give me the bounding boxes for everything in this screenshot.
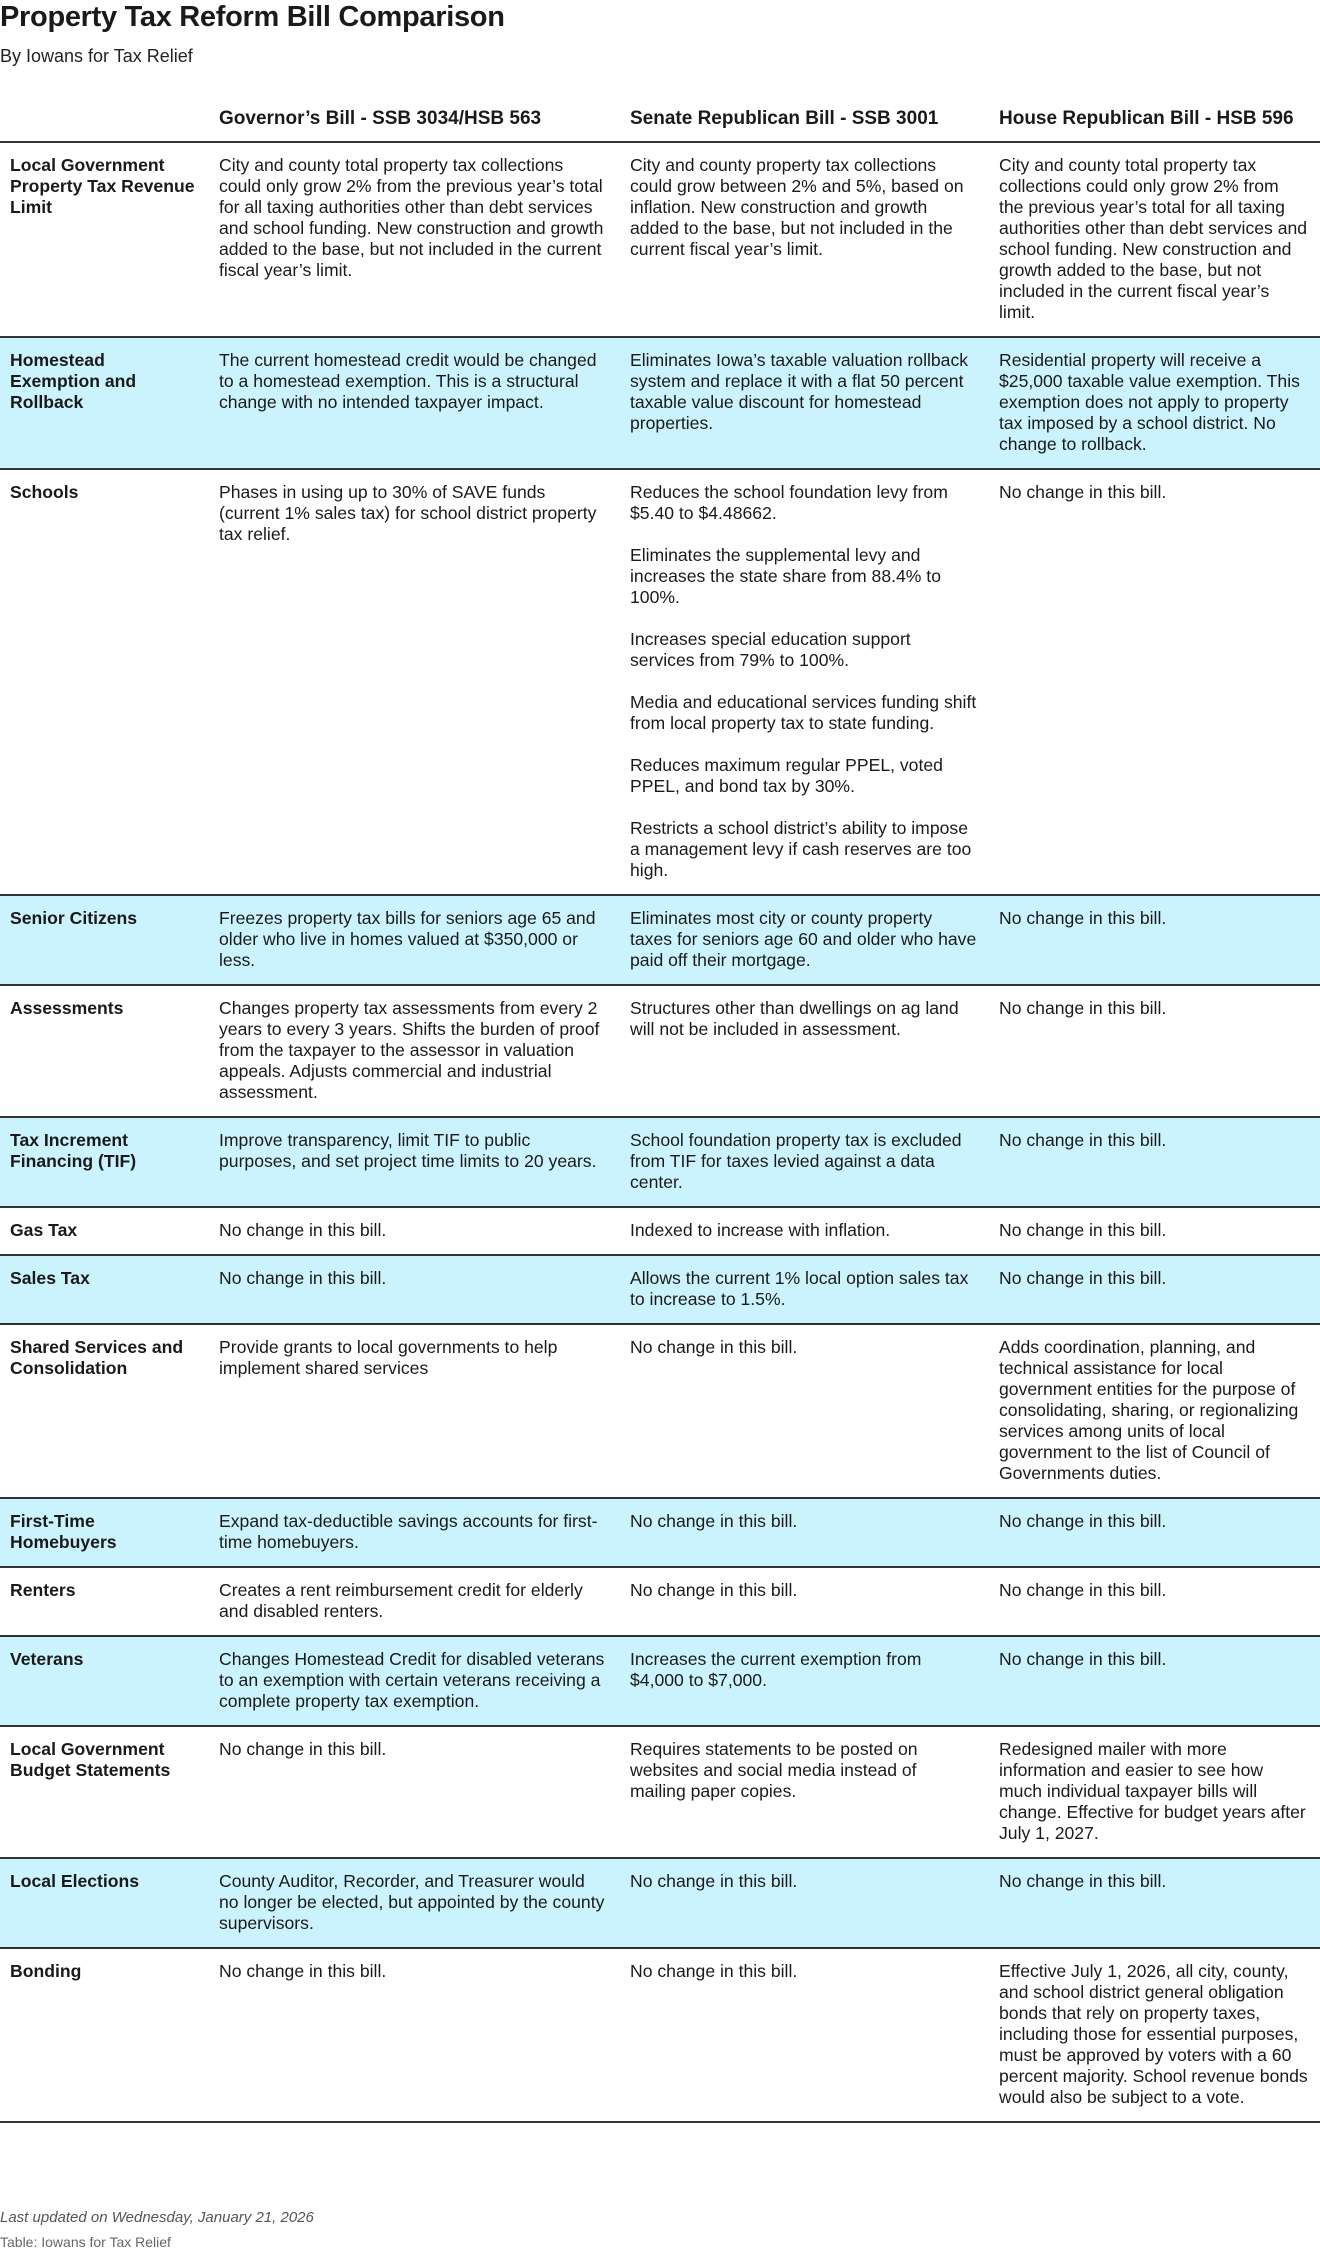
table-row (0, 142, 1320, 337)
cell-house (989, 1567, 1320, 1636)
cell-paragraph: City and county property tax collections could grow between 2% and 5%, based on inflation. New construction and growth added to the base, but not included in the current fiscal year’s limit. (630, 155, 964, 259)
cell-paragraph: No change in this bill. (219, 1739, 387, 1759)
cell-paragraph: No change in this bill. (999, 482, 1167, 502)
cell-senate (620, 1567, 989, 1636)
cell-governor (209, 1324, 620, 1498)
table-row (0, 469, 1320, 895)
cell-house (989, 469, 1320, 895)
page-subtitle: By Iowans for Tax Relief (0, 46, 193, 66)
cell-paragraph: Changes property tax assessments from every 2 years to every 3 years. Shifts the burden of proof from the taxpayer to the assessor in valuation appeals. Adjusts commercial and industrial assessment. (219, 998, 600, 1102)
cell-senate (620, 337, 989, 469)
cell-house (989, 1948, 1320, 2122)
header-topic (0, 100, 209, 142)
table-row (0, 1255, 1320, 1324)
cell-house (989, 895, 1320, 985)
cell-house (989, 1726, 1320, 1858)
cell-house (989, 337, 1320, 469)
cell-governor (209, 142, 620, 337)
row-topic: Veterans (0, 1636, 209, 1726)
cell-paragraph: Redesigned mailer with more information and easier to see how much individual taxpayer bills will change. Effective for budget years after July 1, 2027. (999, 1739, 1306, 1843)
cell-paragraph: Improve transparency, limit TIF to public purposes, and set project time limits to 20 years. (219, 1130, 597, 1171)
cell-paragraph: Effective July 1, 2026, all city, county, and school district general obligation bonds that rely on property taxes, including those for essential purposes, must be approved by voters with a 60 percent majority. School revenue bonds would also be subject to a vote. (999, 1961, 1308, 2107)
cell-paragraph: No change in this bill. (999, 908, 1167, 928)
cell-house (989, 1207, 1320, 1255)
row-topic: First-Time Homebuyers (0, 1498, 209, 1567)
cell-paragraph: No change in this bill. (219, 1268, 387, 1288)
last-updated: Last updated on Wednesday, January 21, 2026 (0, 2209, 314, 2226)
cell-paragraph: Media and educational services funding shift from local property tax to state funding. (630, 692, 977, 733)
cell-governor (209, 1117, 620, 1207)
cell-paragraph: City and county total property tax collections could only grow 2% from the previous year’s total for all taxing authorities other than debt services and school funding. New construction and growth added to the base, but not included in the current fiscal year’s limit. (219, 155, 604, 280)
table-header-row (0, 100, 1320, 142)
cell-paragraph: No change in this bill. (630, 1337, 798, 1357)
cell-senate (620, 1858, 989, 1948)
cell-paragraph: City and county total property tax collections could only grow 2% from the previous year’s total for all taxing authorities other than debt services and school funding. New construction and growth added to the base, but not included in the current fiscal year’s limit. (999, 155, 1308, 322)
page-title: Property Tax Reform Bill Comparison (0, 1, 505, 33)
row-topic: Homestead Exemption and Rollback (0, 337, 209, 469)
cell-senate (620, 985, 989, 1117)
cell-paragraph: Changes Homestead Credit for disabled veterans to an exemption with certain veterans receiving a complete property tax exemption. (219, 1649, 605, 1711)
cell-senate (620, 1498, 989, 1567)
cell-paragraph: Requires statements to be posted on websites and social media instead of mailing paper copies. (630, 1739, 918, 1801)
cell-governor (209, 1255, 620, 1324)
cell-paragraph: Allows the current 1% local option sales tax to increase to 1.5%. (630, 1268, 969, 1309)
row-topic: Senior Citizens (0, 895, 209, 985)
cell-paragraph: No change in this bill. (999, 1268, 1167, 1288)
cell-paragraph: No change in this bill. (630, 1961, 798, 1981)
cell-paragraph: No change in this bill. (999, 998, 1167, 1018)
header-house-bill: House Republican Bill - HSB 596 (989, 100, 1320, 142)
cell-paragraph: No change in this bill. (999, 1871, 1167, 1891)
cell-senate (620, 1948, 989, 2122)
row-topic: Renters (0, 1567, 209, 1636)
row-topic: Tax Increment Financing (TIF) (0, 1117, 209, 1207)
cell-paragraph: Eliminates Iowa’s taxable valuation rollback system and replace it with a flat 50 percent taxable value discount for homestead properties. (630, 350, 969, 433)
table-row (0, 1636, 1320, 1726)
cell-governor (209, 1948, 620, 2122)
cell-house (989, 1858, 1320, 1948)
cell-paragraph: No change in this bill. (630, 1580, 798, 1600)
cell-governor (209, 1726, 620, 1858)
row-topic: Local Elections (0, 1858, 209, 1948)
cell-house (989, 142, 1320, 337)
cell-paragraph: Residential property will receive a $25,000 taxable value exemption. This exemption does not apply to property tax imposed by a school district. No change to rollback. (999, 350, 1300, 454)
header-senate-bill: Senate Republican Bill - SSB 3001 (620, 100, 989, 142)
table-row (0, 1324, 1320, 1498)
row-topic: Shared Services and Consolidation (0, 1324, 209, 1498)
cell-house (989, 1324, 1320, 1498)
row-topic: Gas Tax (0, 1207, 209, 1255)
cell-senate (620, 1117, 989, 1207)
cell-governor (209, 469, 620, 895)
cell-house (989, 985, 1320, 1117)
cell-paragraph: Adds coordination, planning, and technical assistance for local government entities for the purpose of consolidating, sharing, or regionalizing services among units of local government to the list of Council of Governments duties. (999, 1337, 1299, 1483)
cell-paragraph: Reduces the school foundation levy from $5.40 to $4.48662. (630, 482, 948, 523)
header-governor-bill: Governor’s Bill - SSB 3034/HSB 563 (209, 100, 620, 142)
row-topic: Local Government Property Tax Revenue Limit (0, 142, 209, 337)
row-topic: Assessments (0, 985, 209, 1117)
cell-paragraph: No change in this bill. (630, 1511, 798, 1531)
cell-senate (620, 1726, 989, 1858)
row-topic: Sales Tax (0, 1255, 209, 1324)
cell-senate (620, 1324, 989, 1498)
cell-paragraph: Restricts a school district’s ability to impose a management levy if cash reserves are too high. (630, 818, 972, 880)
cell-governor (209, 337, 620, 469)
table-row (0, 1498, 1320, 1567)
cell-paragraph: County Auditor, Recorder, and Treasurer would no longer be elected, but appointed by the county supervisors. (219, 1871, 605, 1933)
cell-governor (209, 1498, 620, 1567)
comparison-table (0, 100, 1320, 2123)
cell-senate (620, 895, 989, 985)
cell-governor (209, 1567, 620, 1636)
cell-senate (620, 1255, 989, 1324)
table-row (0, 985, 1320, 1117)
cell-paragraph: Provide grants to local governments to help implement shared services (219, 1337, 558, 1378)
cell-paragraph: Indexed to increase with inflation. (630, 1220, 891, 1240)
cell-house (989, 1117, 1320, 1207)
table-body (0, 142, 1320, 2122)
cell-governor (209, 1858, 620, 1948)
cell-paragraph: Phases in using up to 30% of SAVE funds (current 1% sales tax) for school district property tax relief. (219, 482, 597, 544)
cell-paragraph: Increases special education support services from 79% to 100%. (630, 629, 911, 670)
table-row (0, 1858, 1320, 1948)
table-row (0, 1117, 1320, 1207)
cell-paragraph: No change in this bill. (630, 1871, 798, 1891)
cell-paragraph: School foundation property tax is excluded from TIF for taxes levied against a data center. (630, 1130, 962, 1192)
cell-paragraph: Reduces maximum regular PPEL, voted PPEL, and bond tax by 30%. (630, 755, 943, 796)
cell-paragraph: No change in this bill. (999, 1511, 1167, 1531)
table-row (0, 337, 1320, 469)
cell-senate (620, 142, 989, 337)
cell-paragraph: No change in this bill. (219, 1961, 387, 1981)
row-topic: Schools (0, 469, 209, 895)
table-row (0, 1567, 1320, 1636)
cell-house (989, 1255, 1320, 1324)
cell-paragraph: Expand tax-deductible savings accounts for first-time homebuyers. (219, 1511, 598, 1552)
cell-paragraph: No change in this bill. (999, 1649, 1167, 1669)
cell-paragraph: Increases the current exemption from $4,000 to $7,000. (630, 1649, 922, 1690)
row-topic: Bonding (0, 1948, 209, 2122)
cell-governor (209, 985, 620, 1117)
cell-paragraph: Eliminates most city or county property taxes for seniors age 60 and older who have paid off their mortgage. (630, 908, 977, 970)
cell-paragraph: Eliminates the supplemental levy and increases the state share from 88.4% to 100%. (630, 545, 941, 607)
cell-paragraph: No change in this bill. (999, 1220, 1167, 1240)
cell-paragraph: No change in this bill. (999, 1130, 1167, 1150)
table-source: Table: Iowans for Tax Relief (0, 2234, 171, 2250)
cell-governor (209, 1636, 620, 1726)
cell-senate (620, 1207, 989, 1255)
cell-paragraph: The current homestead credit would be changed to a homestead exemption. This is a structural change with no intended taxpayer impact. (219, 350, 597, 412)
cell-paragraph: Creates a rent reimbursement credit for elderly and disabled renters. (219, 1580, 583, 1621)
cell-senate (620, 1636, 989, 1726)
cell-paragraph: No change in this bill. (219, 1220, 387, 1240)
cell-paragraph: Structures other than dwellings on ag land will not be included in assessment. (630, 998, 959, 1039)
table-row (0, 1726, 1320, 1858)
cell-paragraph: No change in this bill. (999, 1580, 1167, 1600)
table-row (0, 1207, 1320, 1255)
cell-governor (209, 895, 620, 985)
table-row (0, 895, 1320, 985)
table-row (0, 1948, 1320, 2122)
cell-house (989, 1636, 1320, 1726)
cell-house (989, 1498, 1320, 1567)
cell-paragraph: Freezes property tax bills for seniors age 65 and older who live in homes valued at $350,000 or less. (219, 908, 596, 970)
row-topic: Local Government Budget Statements (0, 1726, 209, 1858)
cell-governor (209, 1207, 620, 1255)
cell-senate (620, 469, 989, 895)
